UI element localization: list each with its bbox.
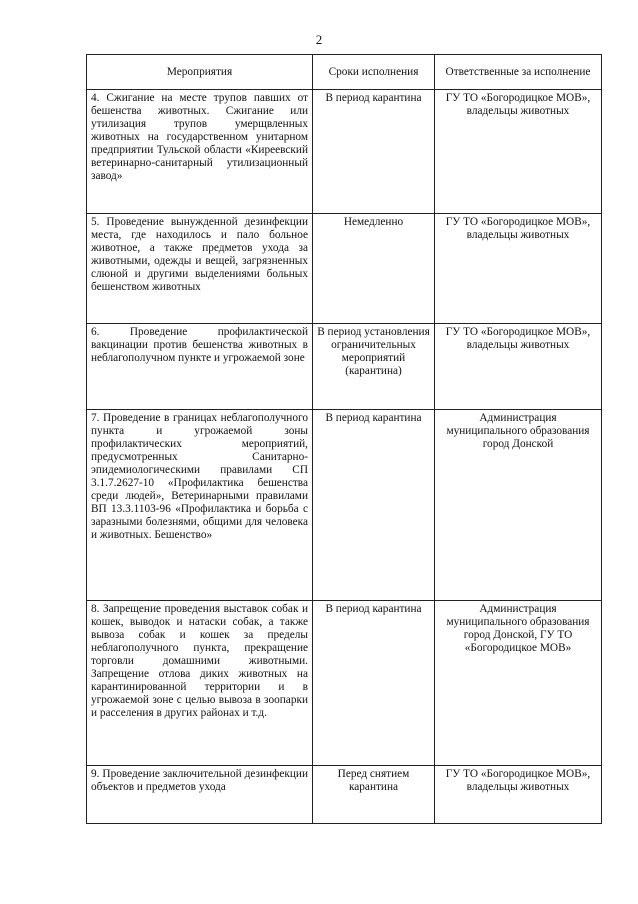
action-cell: 4. Сжигание на месте трупов павших от бешенства животных. Сжигание или утилизация трупов умерщвленных животных на государственном унитарном предприятии Тульской области «Киреевский ветеринарно-санитарный утилизационный завод» xyxy=(87,90,313,214)
action-cell: 6. Проведение профилактической вакцинации против бешенства животных в неблагополучном пункте и угрожаемой зоне xyxy=(87,324,313,410)
header-responsible: Ответственные за исполнение xyxy=(435,55,602,90)
term-cell: В период карантина xyxy=(313,410,435,601)
responsible-cell: ГУ ТО «Богородицкое МОВ», владельцы животных xyxy=(435,766,602,824)
table-row xyxy=(87,601,602,766)
term-cell: В период установления ограничительных мероприятий (карантина) xyxy=(313,324,435,410)
action-cell: 9. Проведение заключительной дезинфекции объектов и предметов ухода xyxy=(87,766,313,824)
responsible-cell: ГУ ТО «Богородицкое МОВ», владельцы животных xyxy=(435,214,602,324)
term-cell: В период карантина xyxy=(313,90,435,214)
responsible-cell: Администрация муниципального образования город Донской xyxy=(435,410,602,601)
responsible-cell: ГУ ТО «Богородицкое МОВ», владельцы животных xyxy=(435,90,602,214)
action-cell: 7. Проведение в границах неблагополучного пункта и угрожаемой зоны профилактических мероприятий, предусмотренных Санитарно-эпидемиологическими правилами СП 3.1.7.2627-10 «Профилактика бешенства среди людей», Ветеринарными правилами ВП 13.3.1103-96 «Профилактика и борьба с заразными болезнями, общими для человека и животных. Бешенство» xyxy=(87,410,313,601)
page-number: 2 xyxy=(315,32,323,47)
table-header-row xyxy=(87,55,602,90)
table-row xyxy=(87,766,602,824)
header-terms: Сроки исполнения xyxy=(313,55,435,90)
table-row xyxy=(87,410,602,601)
action-cell: 8. Запрещение проведения выставок собак и кошек, выводок и натаски собак, а также вывоза собак и кошек за пределы неблагополучного пункта, прекращение торговли домашними животными. Запрещение отлова диких животных на карантинированной территории и в угрожаемой зоне с целью вывоза в зоопарки и расселения в других районах и т.д. xyxy=(87,601,313,766)
table-row xyxy=(87,90,602,214)
table-row xyxy=(87,214,602,324)
table-row xyxy=(87,324,602,410)
responsible-cell: Администрация муниципального образования город Донской, ГУ ТО «Богородицкое МОВ» xyxy=(435,601,602,766)
term-cell: Перед снятием карантина xyxy=(313,766,435,824)
term-cell: В период карантина xyxy=(313,601,435,766)
header-measures: Мероприятия xyxy=(87,55,313,90)
term-cell: Немедленно xyxy=(313,214,435,324)
responsible-cell: ГУ ТО «Богородицкое МОВ», владельцы животных xyxy=(435,324,602,410)
action-cell: 5. Проведение вынужденной дезинфекции места, где находилось и пало больное животное, а также предметов ухода за животными, одежды и вещей, загрязненных слюной и другими выделениями больных бешенством животных xyxy=(87,214,313,324)
measures-table xyxy=(86,54,602,824)
